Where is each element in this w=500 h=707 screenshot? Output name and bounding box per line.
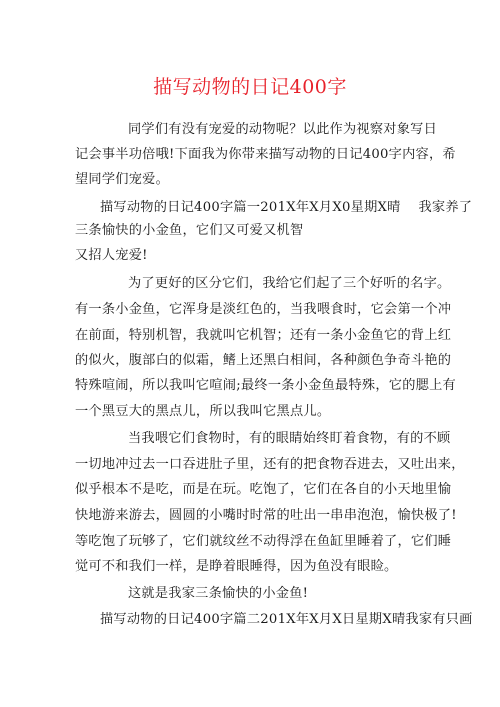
paragraph-line: 又招人宠爱! [75,248,148,263]
paragraph-line: 描写动物的日记400字篇一201X年X月X0星期X晴 我家养了 [100,200,473,215]
paragraph-line: 一切地冲过去一口吞进肚子里，还有的把食物吞进去，又吐出来， [75,457,465,472]
paragraph-line: 一个黑豆大的黑点儿，所以我叫它黑点儿。 [75,404,331,419]
paragraph-line: 当我喂它们食物时，有的眼睛始终盯着食物，有的不顾 [128,431,451,446]
paragraph-line: 觉可不和我们一样，是睁着眼睡得，因为鱼没有眼睑。 [75,559,398,574]
paragraph-line: 等吃饱了玩够了，它们就纹丝不动得浮在鱼缸里睡着了，它们睡 [75,534,452,549]
paragraph-line: 似乎根本不是吃，而是在玩。吃饱了，它们在各自的小天地里愉 [75,482,452,497]
paragraph-line: 为了更好的区分它们，我给它们起了三个好听的名字。 [128,276,451,291]
page-title: 描写动物的日记400字 [153,76,347,98]
paragraph-line: 在前面，特别机智，我就叫它机智；还有一条小金鱼它的背上红 [75,328,452,343]
paragraph-line: 望同学们宠爱。 [75,172,170,187]
paragraph-line: 三条愉快的小金鱼，它们又可爱又机智 [75,223,304,238]
paragraph-line: 特殊喧闹，所以我叫它喧闹;最终一条小金鱼最特殊，它的腮上有 [75,378,456,393]
paragraph-line: 同学们有没有宠爱的动物呢？以此作为视察对象写日 [128,122,438,137]
paragraph-line: 有一条小金鱼，它浑身是淡红色的，当我喂食时，它会第一个冲 [75,302,452,317]
paragraph-line: 快地游来游去，圆圆的小嘴时时常的吐出一串串泡泡，愉快极了! [75,508,457,523]
paragraph-line: 记会事半功倍哦!下面我为你带来描写动物的日记400字内容，希 [75,147,456,162]
paragraph-line: 描写动物的日记400字篇二201X年X月X日星期X晴我家有只画 [100,612,473,627]
paragraph-line: 这就是我家三条愉快的小金鱼! [128,586,309,601]
paragraph-line: 的似火，腹部白的似霜，鳍上还黑白相间，各种颜色争奇斗艳的 [75,353,452,368]
